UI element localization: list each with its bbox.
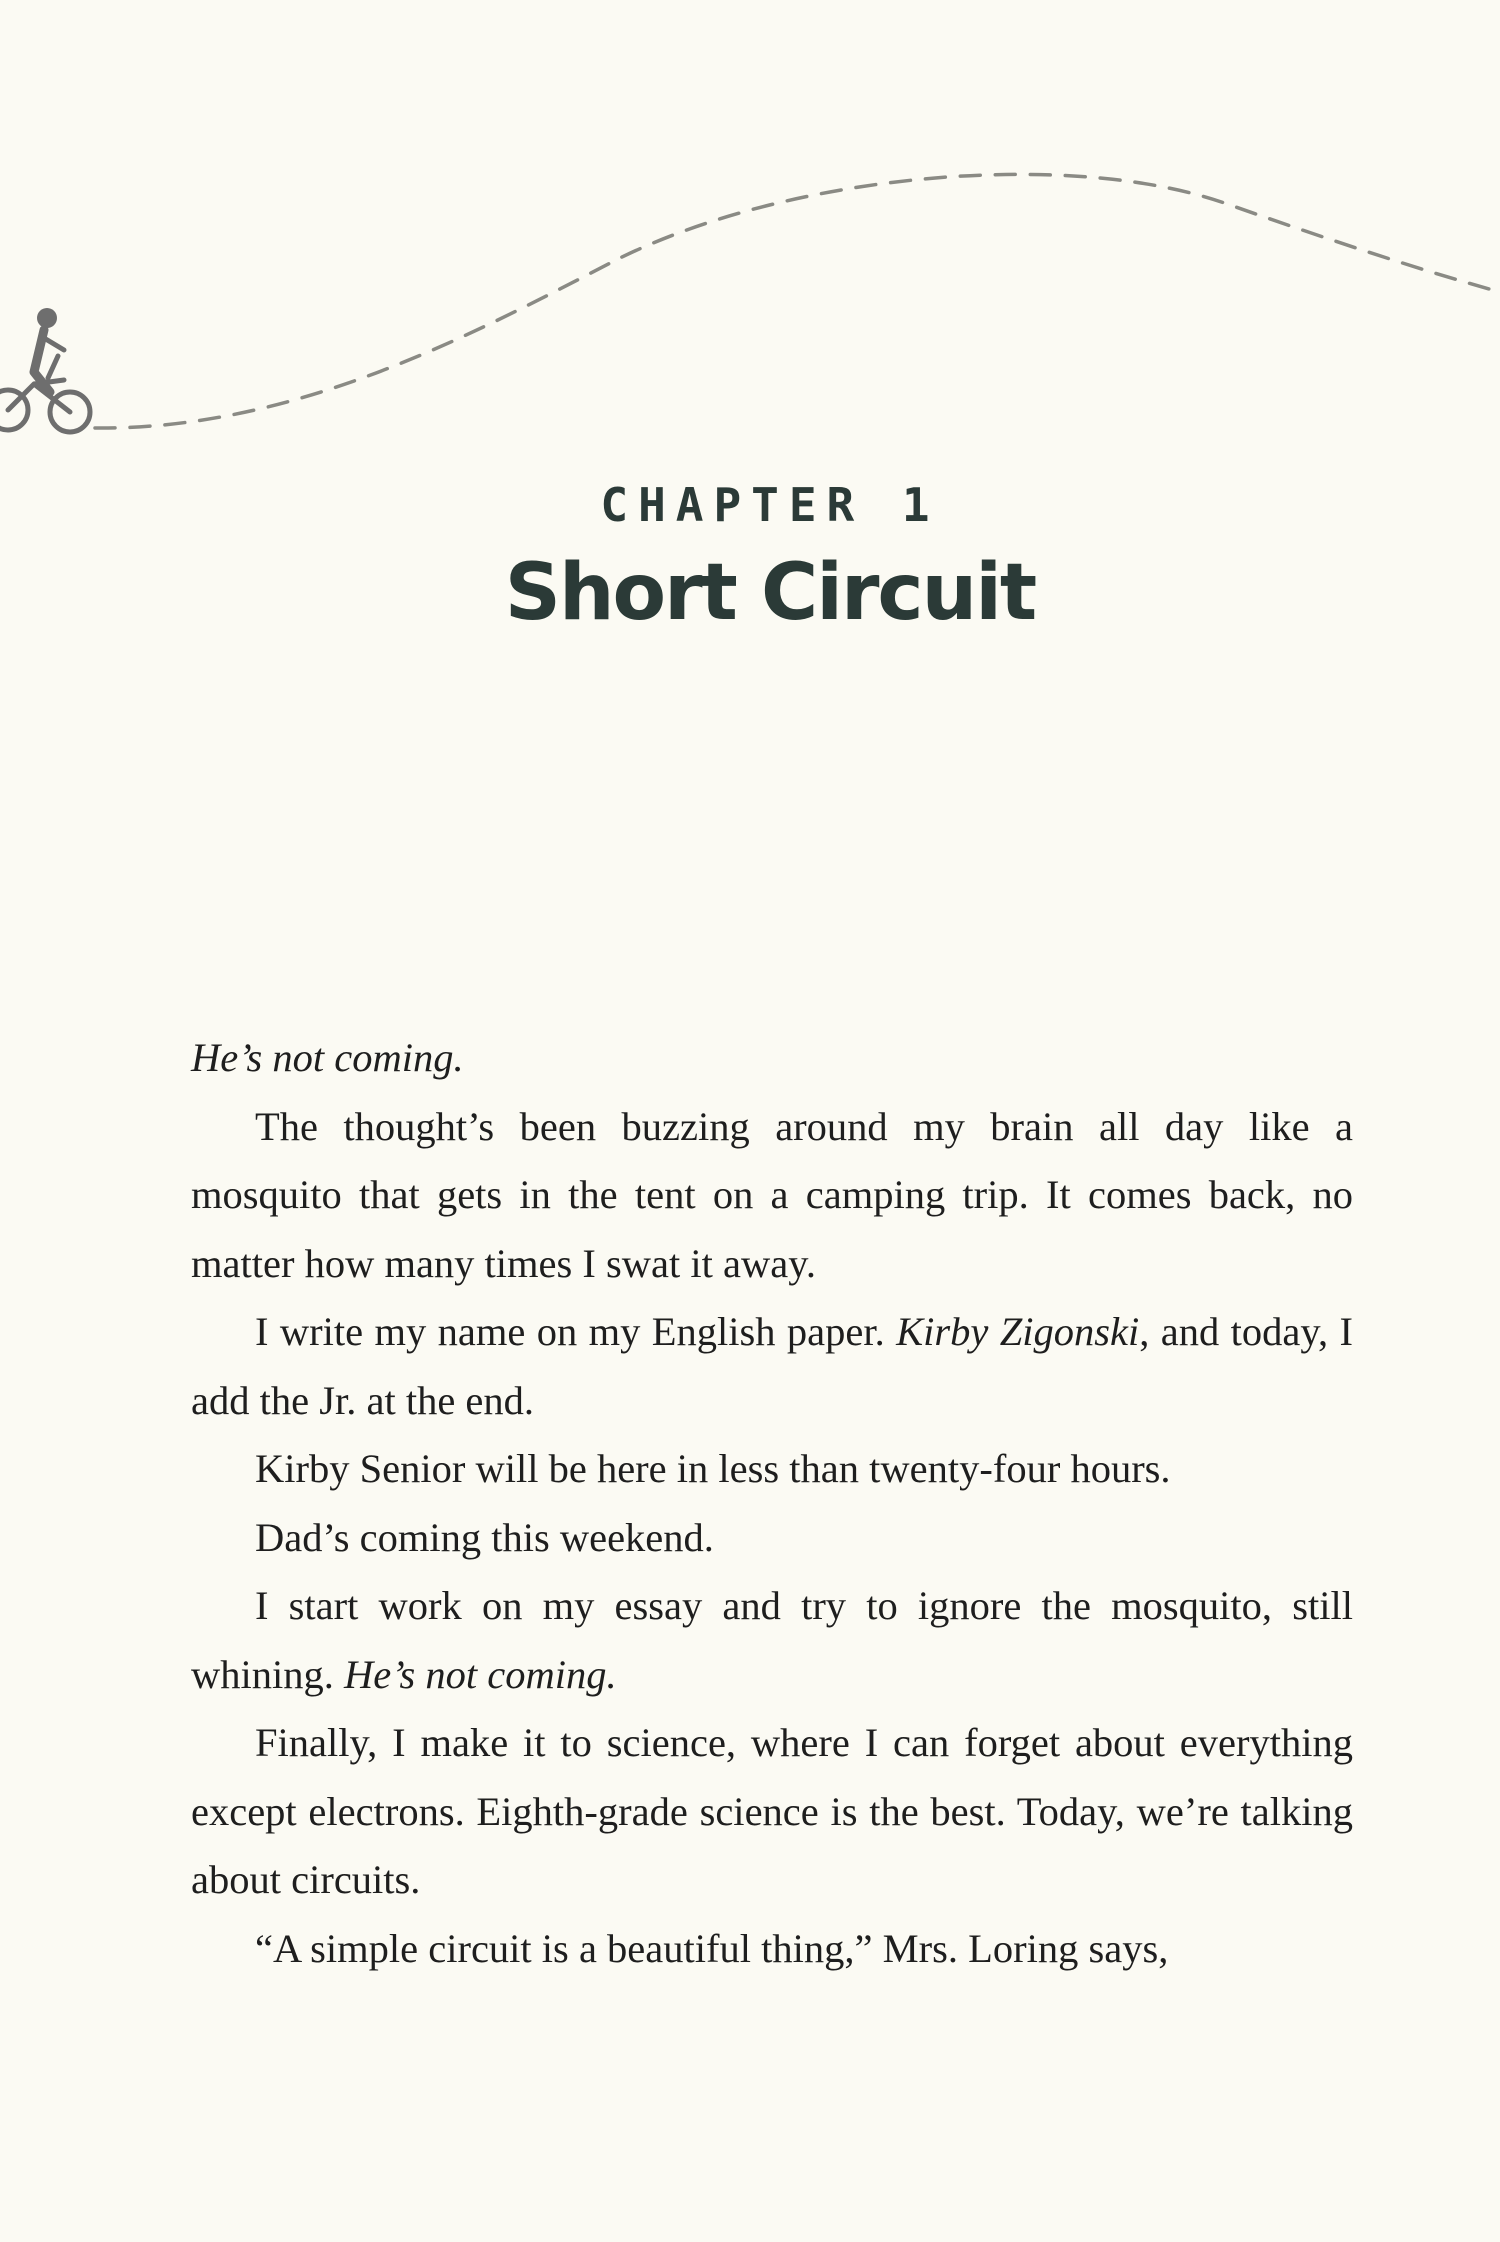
dashed-path-line xyxy=(95,174,1500,428)
chapter-title: Short Circuit xyxy=(504,548,1036,638)
bike-path-illustration xyxy=(0,0,1500,480)
paragraph: Finally, I make it to science, where I can forget about everything except electrons. Eighth-grade science is the best. Today, we’re talking about circuits. xyxy=(191,1720,1353,1902)
chapter-label: CHAPTER 1 xyxy=(600,478,940,532)
cyclist-icon xyxy=(0,308,90,432)
paragraph: Kirby Senior will be here in less than twenty-four hours. xyxy=(255,1446,1171,1491)
paragraph: The thought’s been buzzing around my brain all day like a mosquito that gets in the tent on a camping trip. It comes back, no matter how many times I swat it away. xyxy=(191,1103,1353,1286)
paragraph: Dad’s coming this weekend. xyxy=(255,1514,714,1560)
italic-text: Kirby Zigonski xyxy=(896,1309,1140,1354)
paragraph xyxy=(191,1298,1353,1435)
paragraph: “A simple circuit is a beautiful thing,” Mrs. Loring says, xyxy=(255,1925,1169,1971)
paragraph-text: , and today, I add the Jr. at the end. xyxy=(191,1309,1353,1423)
italic-text: He’s not coming. xyxy=(191,1035,464,1080)
paragraph xyxy=(191,1024,1353,1093)
paragraph-text: I write my name on my English paper. xyxy=(255,1309,897,1354)
paragraph xyxy=(191,1572,1353,1709)
chapter-body xyxy=(191,1024,1353,1983)
paragraph-text: I start work on my essay and try to ignore the mosquito, still whining. xyxy=(191,1583,1353,1697)
italic-text: He’s not coming. xyxy=(344,1651,617,1697)
